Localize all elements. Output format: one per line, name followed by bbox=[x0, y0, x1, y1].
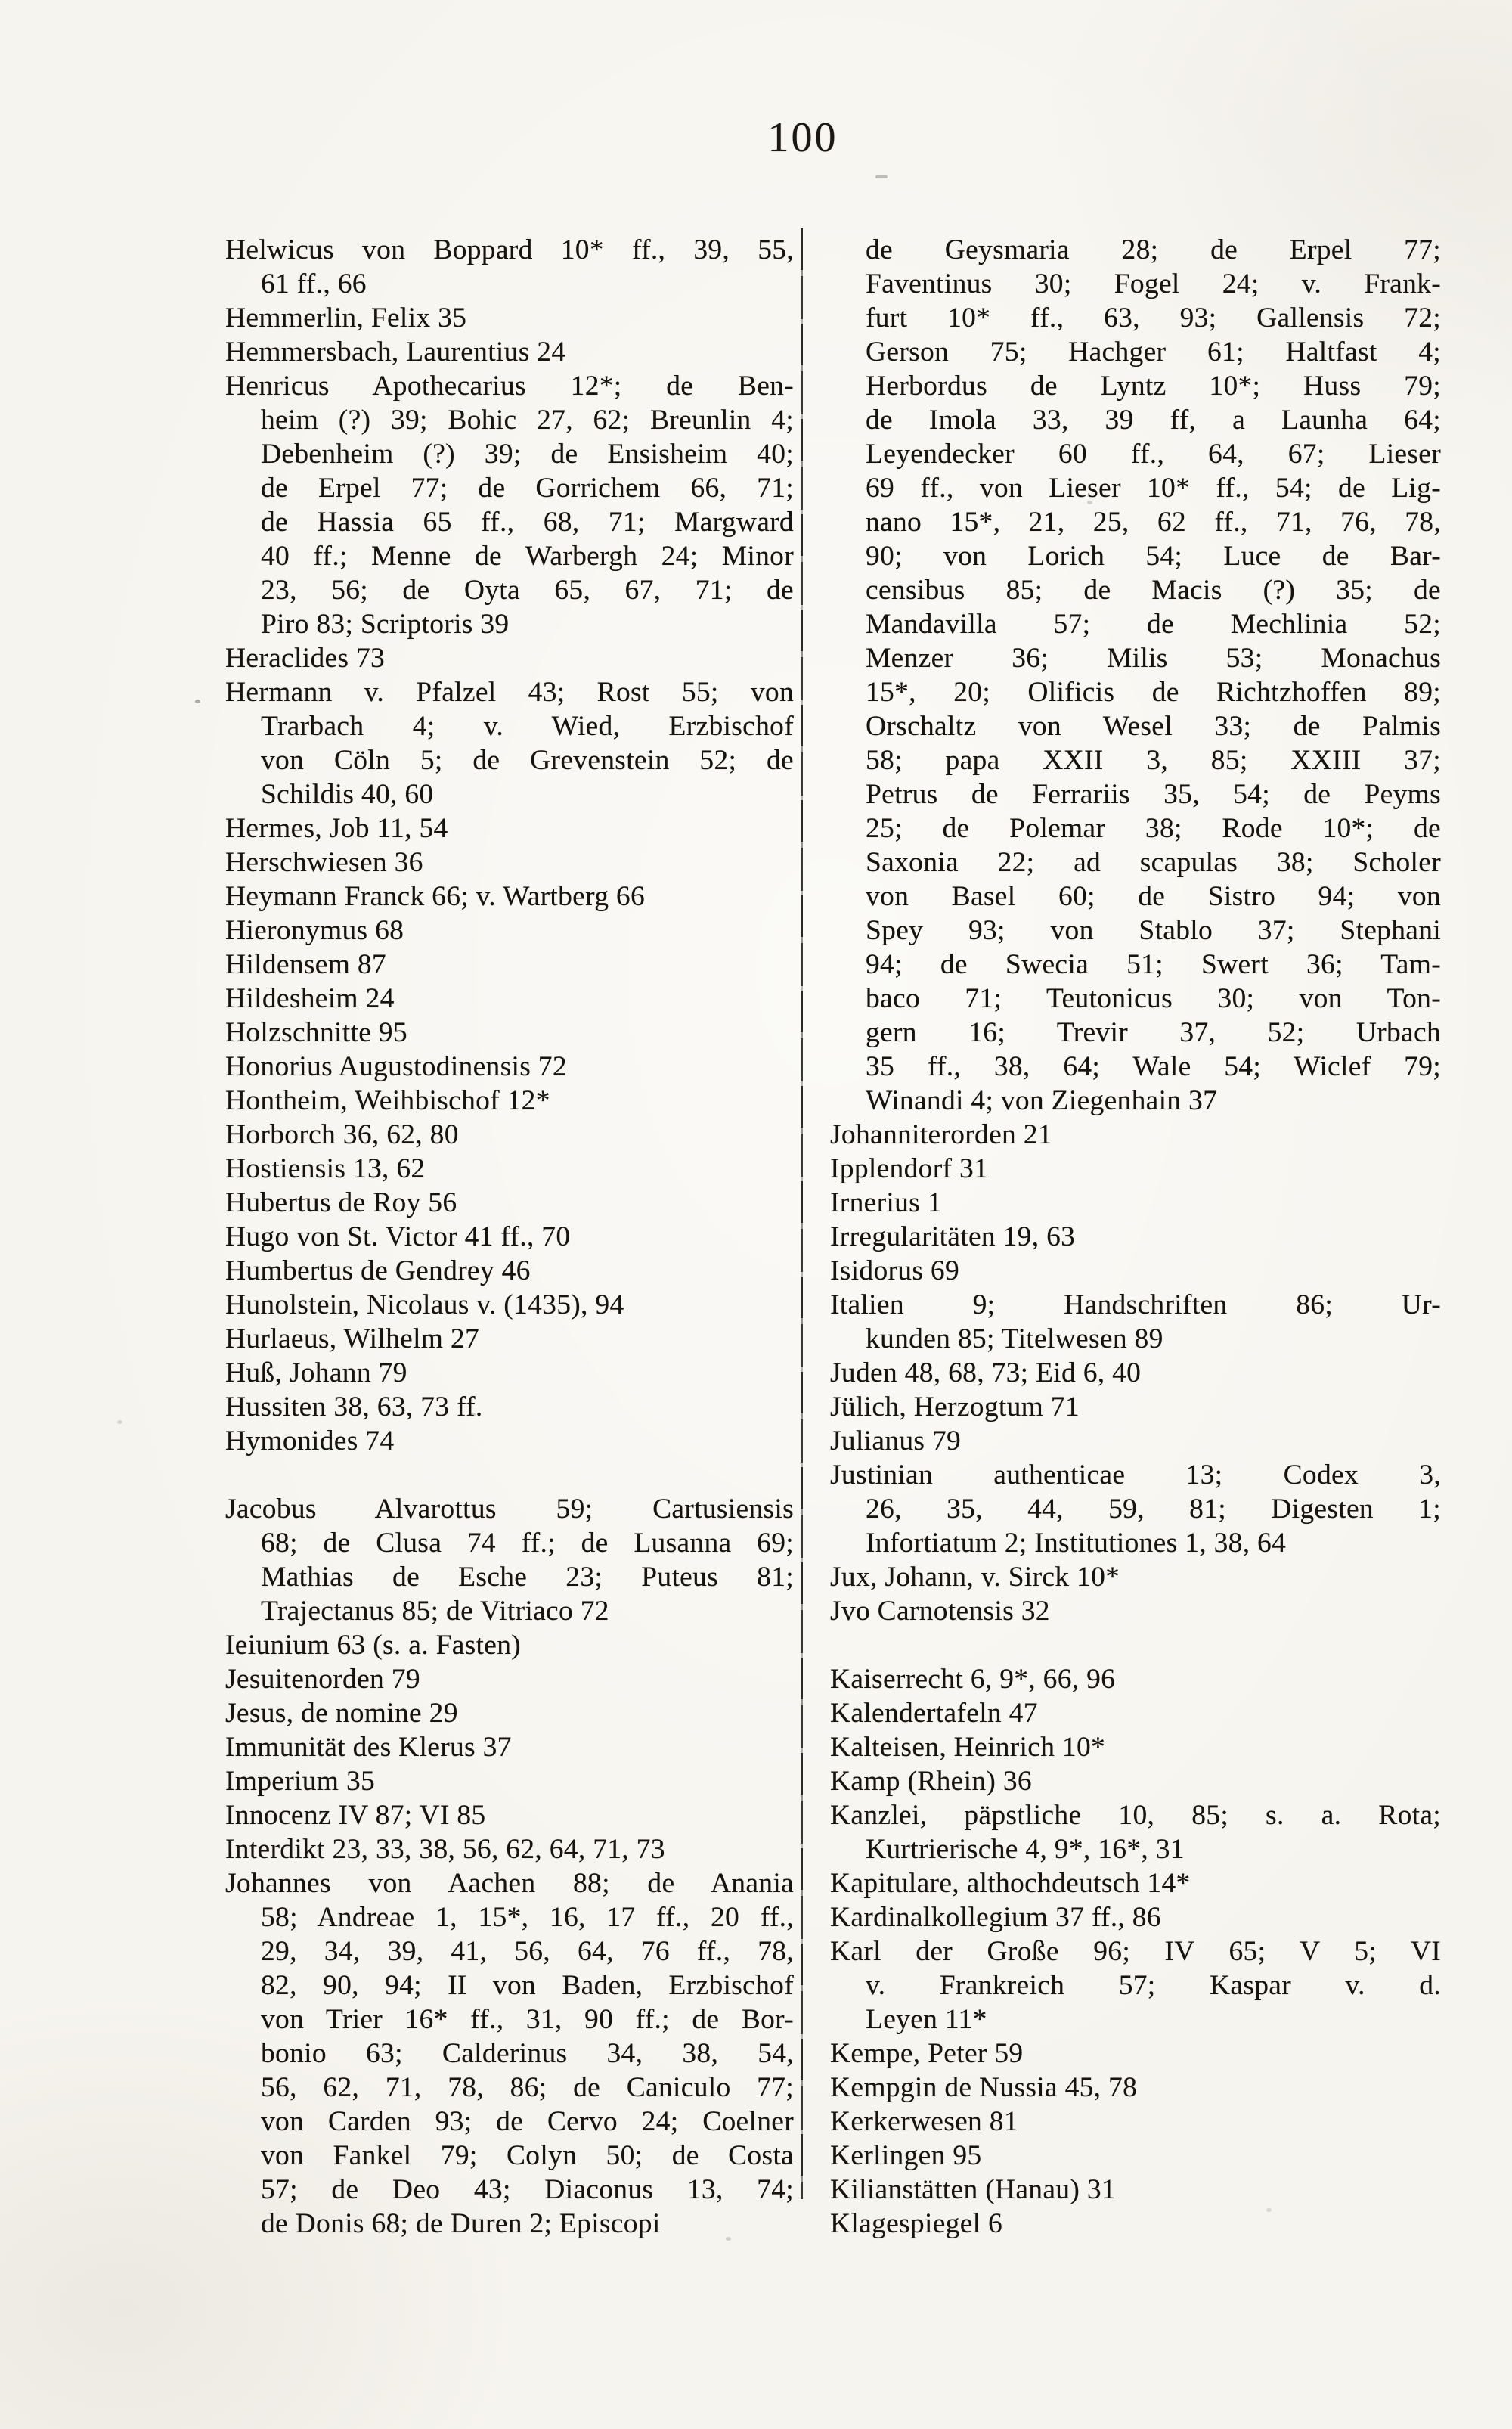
index-line: Jülich, Herzogtum 71 bbox=[830, 1391, 1080, 1422]
index-entry bbox=[225, 233, 794, 301]
index-line: v. Frankreich 57; Kaspar v. d. bbox=[866, 1970, 1441, 2001]
index-entry bbox=[225, 1356, 794, 1390]
index-line: Kerlingen 95 bbox=[830, 2140, 982, 2171]
index-line: Hurlaeus, Wilhelm 27 bbox=[225, 1323, 480, 1354]
index-line: Honorius Augustodinensis 72 bbox=[225, 1051, 567, 1082]
index-line: Hemmersbach, Laurentius 24 bbox=[225, 337, 566, 368]
index-entry bbox=[225, 1662, 794, 1696]
index-line: Schildis 40, 60 bbox=[261, 779, 434, 810]
index-line: bonio 63; Calderinus 34, 38, 54, bbox=[261, 2038, 794, 2069]
index-line: Leyen 11* bbox=[866, 2004, 987, 2035]
index-entry bbox=[830, 1900, 1441, 1934]
index-line: gern 16; Trevir 37, 52; Urbach bbox=[866, 1017, 1441, 1048]
index-line: Mathias de Esche 23; Puteus 81; bbox=[261, 1562, 794, 1593]
index-entry bbox=[225, 1696, 794, 1730]
index-entry bbox=[830, 1696, 1441, 1730]
index-line: Petrus de Ferrariis 35, 54; de Peyms bbox=[866, 779, 1441, 810]
index-line: 82, 90, 94; II von Baden, Erzbischof bbox=[261, 1970, 794, 2001]
index-entry bbox=[225, 369, 794, 641]
index-entry bbox=[225, 1254, 794, 1288]
index-line: Infortiatum 2; Institutiones 1, 38, 64 bbox=[866, 1528, 1287, 1559]
index-line: de Donis 68; de Duren 2; Episcopi bbox=[261, 2208, 661, 2239]
index-line: Humbertus de Gendrey 46 bbox=[225, 1255, 531, 1286]
paper-speck bbox=[1266, 2208, 1272, 2212]
index-line: Hermann v. Pfalzel 43; Rost 55; von bbox=[225, 677, 794, 708]
index-entry bbox=[830, 2139, 1441, 2173]
index-entry bbox=[225, 1832, 794, 1866]
index-entry bbox=[830, 1356, 1441, 1390]
index-line: Johanniterorden 21 bbox=[830, 1119, 1052, 1150]
paper-speck bbox=[726, 2237, 731, 2241]
index-line: Menzer 36; Milis 53; Monachus bbox=[866, 643, 1441, 674]
index-line: 40 ff.; Menne de Warbergh 24; Minor bbox=[261, 541, 794, 572]
index-line: Kempe, Peter 59 bbox=[830, 2038, 1024, 2069]
index-line: Kilianstätten (Hanau) 31 bbox=[830, 2174, 1116, 2205]
index-line: Trarbach 4; v. Wied, Erzbischof bbox=[261, 711, 794, 742]
index-line: Irregularitäten 19, 63 bbox=[830, 1221, 1076, 1252]
index-entry bbox=[225, 1186, 794, 1220]
index-line: Hontheim, Weihbischof 12* bbox=[225, 1085, 550, 1116]
index-line: Jvo Carnotensis 32 bbox=[830, 1596, 1050, 1627]
index-line: von Basel 60; de Sistro 94; von bbox=[866, 881, 1441, 912]
index-line: 23, 56; de Oyta 65, 67, 71; de bbox=[261, 575, 794, 606]
index-entry bbox=[830, 1186, 1441, 1220]
index-line: Hostiensis 13, 62 bbox=[225, 1153, 426, 1184]
index-line: Kaiserrecht 6, 9*, 66, 96 bbox=[830, 1664, 1116, 1695]
index-line: 94; de Swecia 51; Swert 36; Tam- bbox=[866, 949, 1441, 980]
index-line: Imperium 35 bbox=[225, 1766, 376, 1797]
index-entry bbox=[830, 1220, 1441, 1254]
index-line: Heymann Franck 66; v. Wartberg 66 bbox=[225, 881, 646, 912]
index-line: baco 71; Teutonicus 30; von Ton- bbox=[866, 983, 1441, 1014]
index-line: Kempgin de Nussia 45, 78 bbox=[830, 2072, 1138, 2103]
index-entry bbox=[225, 675, 794, 811]
index-line: Irnerius 1 bbox=[830, 1187, 942, 1218]
index-line: de Geysmaria 28; de Erpel 77; bbox=[866, 234, 1441, 265]
index-entry bbox=[830, 1730, 1441, 1764]
index-entry bbox=[225, 641, 794, 675]
index-line: Winandi 4; von Ziegenhain 37 bbox=[866, 1085, 1218, 1116]
index-entry bbox=[830, 1390, 1441, 1424]
index-line: Heraclides 73 bbox=[225, 643, 386, 674]
index-column-left bbox=[225, 233, 794, 2241]
index-line: Hermes, Job 11, 54 bbox=[225, 813, 448, 844]
index-entry bbox=[830, 1866, 1441, 1900]
index-entry bbox=[830, 1458, 1441, 1560]
index-entry bbox=[830, 1662, 1441, 1696]
index-line: Innocenz IV 87; VI 85 bbox=[225, 1800, 486, 1831]
index-line: 56, 62, 71, 78, 86; de Caniculo 77; bbox=[261, 2072, 794, 2103]
index-entry bbox=[225, 1798, 794, 1832]
index-line: von Trier 16* ff., 31, 90 ff.; de Bor- bbox=[261, 2004, 794, 2035]
index-entry bbox=[225, 948, 794, 982]
index-entry bbox=[830, 1152, 1441, 1186]
index-entry bbox=[225, 1084, 794, 1118]
index-entry bbox=[830, 1288, 1441, 1356]
index-line: Hugo von St. Victor 41 ff., 70 bbox=[225, 1221, 571, 1252]
index-line: Italien 9; Handschriften 86; Ur- bbox=[830, 1289, 1441, 1320]
index-line: heim (?) 39; Bohic 27, 62; Breunlin 4; bbox=[261, 405, 794, 436]
index-line: censibus 85; de Macis (?) 35; de bbox=[866, 575, 1441, 606]
index-entry bbox=[225, 811, 794, 845]
index-line: kunden 85; Titelwesen 89 bbox=[866, 1323, 1163, 1354]
index-line: 69 ff., von Lieser 10* ff., 54; de Lig- bbox=[866, 473, 1441, 504]
index-line: von Cöln 5; de Grevenstein 52; de bbox=[261, 745, 794, 776]
index-entry bbox=[830, 2105, 1441, 2139]
index-entry bbox=[225, 1016, 794, 1050]
index-entry bbox=[225, 1390, 794, 1424]
index-line: Isidorus 69 bbox=[830, 1255, 960, 1286]
page-number: 100 bbox=[767, 114, 838, 161]
index-line: Hildensem 87 bbox=[225, 949, 386, 980]
index-line: Hemmerlin, Felix 35 bbox=[225, 302, 467, 333]
index-entry bbox=[225, 982, 794, 1016]
index-line: Hieronymus 68 bbox=[225, 915, 404, 946]
index-entry bbox=[225, 1152, 794, 1186]
index-line: Herschwiesen 36 bbox=[225, 847, 423, 878]
index-line: de Erpel 77; de Gorrichem 66, 71; bbox=[261, 473, 794, 504]
index-entry bbox=[225, 1118, 794, 1152]
index-line: Kurtrierische 4, 9*, 16*, 31 bbox=[866, 1834, 1185, 1865]
index-line: Henricus Apothecarius 12*; de Ben- bbox=[225, 371, 794, 402]
index-entry bbox=[225, 1220, 794, 1254]
index-line: Trajectanus 85; de Vitriaco 72 bbox=[261, 1596, 609, 1627]
index-line: 68; de Clusa 74 ff.; de Lusanna 69; bbox=[261, 1528, 794, 1559]
index-entry bbox=[830, 1424, 1441, 1458]
index-line: Kapitulare, althochdeutsch 14* bbox=[830, 1868, 1191, 1899]
index-line: nano 15*, 21, 25, 62 ff., 71, 76, 78, bbox=[866, 507, 1441, 538]
column-divider-rule bbox=[801, 228, 803, 2199]
index-line: Jacobus Alvarottus 59; Cartusiensis bbox=[225, 1494, 794, 1525]
index-line: 26, 35, 44, 59, 81; Digesten 1; bbox=[866, 1494, 1441, 1525]
index-entry bbox=[225, 914, 794, 948]
index-line: de Imola 33, 39 ff, a Launha 64; bbox=[866, 405, 1441, 436]
index-line: Leyendecker 60 ff., 64, 67; Lieser bbox=[866, 439, 1441, 470]
index-entry bbox=[830, 2037, 1441, 2071]
index-line: Hymonides 74 bbox=[225, 1425, 395, 1456]
index-entry bbox=[225, 301, 794, 335]
index-line: de Hassia 65 ff., 68, 71; Margward bbox=[261, 507, 794, 538]
index-line: von Carden 93; de Cervo 24; Coelner bbox=[261, 2106, 794, 2137]
index-entry bbox=[830, 1560, 1441, 1594]
index-entry bbox=[830, 1118, 1441, 1152]
index-entry bbox=[830, 1764, 1441, 1798]
index-line: 90; von Lorich 54; Luce de Bar- bbox=[866, 541, 1441, 572]
index-line: 57; de Deo 43; Diaconus 13, 74; bbox=[261, 2174, 794, 2205]
index-line: Spey 93; von Stablo 37; Stephani bbox=[866, 915, 1441, 946]
index-line: furt 10* ff., 63, 93; Gallensis 72; bbox=[866, 302, 1441, 333]
index-line: Jux, Johann, v. Sirck 10* bbox=[830, 1562, 1120, 1593]
index-line: Gerson 75; Hachger 61; Haltfast 4; bbox=[866, 337, 1441, 368]
index-line: Mandavilla 57; de Mechlinia 52; bbox=[866, 609, 1441, 640]
index-line: Jesuitenorden 79 bbox=[225, 1664, 420, 1695]
index-entry bbox=[225, 1322, 794, 1356]
index-line: Jesus, de nomine 29 bbox=[225, 1698, 458, 1729]
index-line: Orschaltz von Wesel 33; de Palmis bbox=[866, 711, 1441, 742]
index-entry bbox=[830, 1798, 1441, 1866]
index-entry bbox=[830, 2173, 1441, 2207]
paper-speck bbox=[117, 1420, 122, 1424]
index-line: Herbordus de Lyntz 10*; Huss 79; bbox=[866, 371, 1441, 402]
index-line: Ipplendorf 31 bbox=[830, 1153, 989, 1184]
index-entry bbox=[225, 1628, 794, 1662]
index-entry bbox=[225, 845, 794, 879]
index-line: Justinian authenticae 13; Codex 3, bbox=[830, 1460, 1441, 1491]
index-line: Faventinus 30; Fogel 24; v. Frank- bbox=[866, 268, 1441, 299]
index-entry bbox=[225, 1764, 794, 1798]
index-line: Debenheim (?) 39; de Ensisheim 40; bbox=[261, 439, 794, 470]
index-entry bbox=[225, 335, 794, 369]
index-line: 29, 34, 39, 41, 56, 64, 76 ff., 78, bbox=[261, 1936, 794, 1967]
index-entry bbox=[830, 233, 1441, 1118]
index-line: Piro 83; Scriptoris 39 bbox=[261, 609, 510, 640]
paper-speck bbox=[195, 700, 200, 703]
index-line: 58; Andreae 1, 15*, 16, 17 ff., 20 ff., bbox=[261, 1902, 794, 1933]
index-entry bbox=[830, 1934, 1441, 2037]
page-number-stray-mark bbox=[875, 175, 888, 178]
index-line: Horborch 36, 62, 80 bbox=[225, 1119, 459, 1150]
index-line: Huß, Johann 79 bbox=[225, 1357, 407, 1388]
paper-speck bbox=[1087, 501, 1092, 504]
index-column-right bbox=[830, 233, 1441, 2241]
index-line: Kamp (Rhein) 36 bbox=[830, 1766, 1032, 1797]
index-line: Kalteisen, Heinrich 10* bbox=[830, 1732, 1106, 1763]
index-entry bbox=[225, 1288, 794, 1322]
index-line: Immunität des Klerus 37 bbox=[225, 1732, 512, 1763]
index-line: Interdikt 23, 33, 38, 56, 62, 64, 71, 73 bbox=[225, 1834, 665, 1865]
index-entry bbox=[225, 1424, 794, 1458]
index-entry bbox=[830, 2071, 1441, 2105]
index-line: Ieiunium 63 (s. a. Fasten) bbox=[225, 1630, 522, 1661]
index-line: 35 ff., 38, 64; Wale 54; Wiclef 79; bbox=[866, 1051, 1441, 1082]
index-line: Hubertus de Roy 56 bbox=[225, 1187, 457, 1218]
index-entry bbox=[830, 1254, 1441, 1288]
index-line: Hussiten 38, 63, 73 ff. bbox=[225, 1391, 483, 1422]
index-line: von Fankel 79; Colyn 50; de Costa bbox=[261, 2140, 794, 2171]
index-line: Johannes von Aachen 88; de Anania bbox=[225, 1868, 794, 1899]
index-line: 25; de Polemar 38; Rode 10*; de bbox=[866, 813, 1441, 844]
index-entry bbox=[225, 879, 794, 914]
index-line: 61 ff., 66 bbox=[261, 268, 367, 299]
index-line: Kardinalkollegium 37 ff., 86 bbox=[830, 1902, 1161, 1933]
index-line: 15*, 20; Olificis de Richtzhoffen 89; bbox=[866, 677, 1441, 708]
index-line: Helwicus von Boppard 10* ff., 39, 55, bbox=[225, 234, 794, 265]
index-line: 58; papa XXII 3, 85; XXIII 37; bbox=[866, 745, 1441, 776]
index-line: Juden 48, 68, 73; Eid 6, 40 bbox=[830, 1357, 1142, 1388]
index-line: Klagespiegel 6 bbox=[830, 2208, 1003, 2239]
index-line: Hunolstein, Nicolaus v. (1435), 94 bbox=[225, 1289, 624, 1320]
index-line: Hildesheim 24 bbox=[225, 983, 395, 1014]
index-line: Kerkerwesen 81 bbox=[830, 2106, 1018, 2137]
paper-speck bbox=[470, 1413, 476, 1416]
index-line: Kanzlei, päpstliche 10, 85; s. a. Rota; bbox=[830, 1800, 1441, 1831]
index-line: Holzschnitte 95 bbox=[225, 1017, 407, 1048]
index-entry bbox=[225, 1730, 794, 1764]
index-entry bbox=[225, 1492, 794, 1628]
index-entry bbox=[830, 1594, 1441, 1628]
index-line: Julianus 79 bbox=[830, 1425, 962, 1456]
index-line: Saxonia 22; ad scapulas 38; Scholer bbox=[866, 847, 1441, 878]
index-line: Karl der Große 96; IV 65; V 5; VI bbox=[830, 1936, 1441, 1967]
index-entry bbox=[830, 2207, 1441, 2241]
index-line: Kalendertafeln 47 bbox=[830, 1698, 1038, 1729]
index-entry bbox=[225, 1866, 794, 2241]
index-entry bbox=[225, 1050, 794, 1084]
